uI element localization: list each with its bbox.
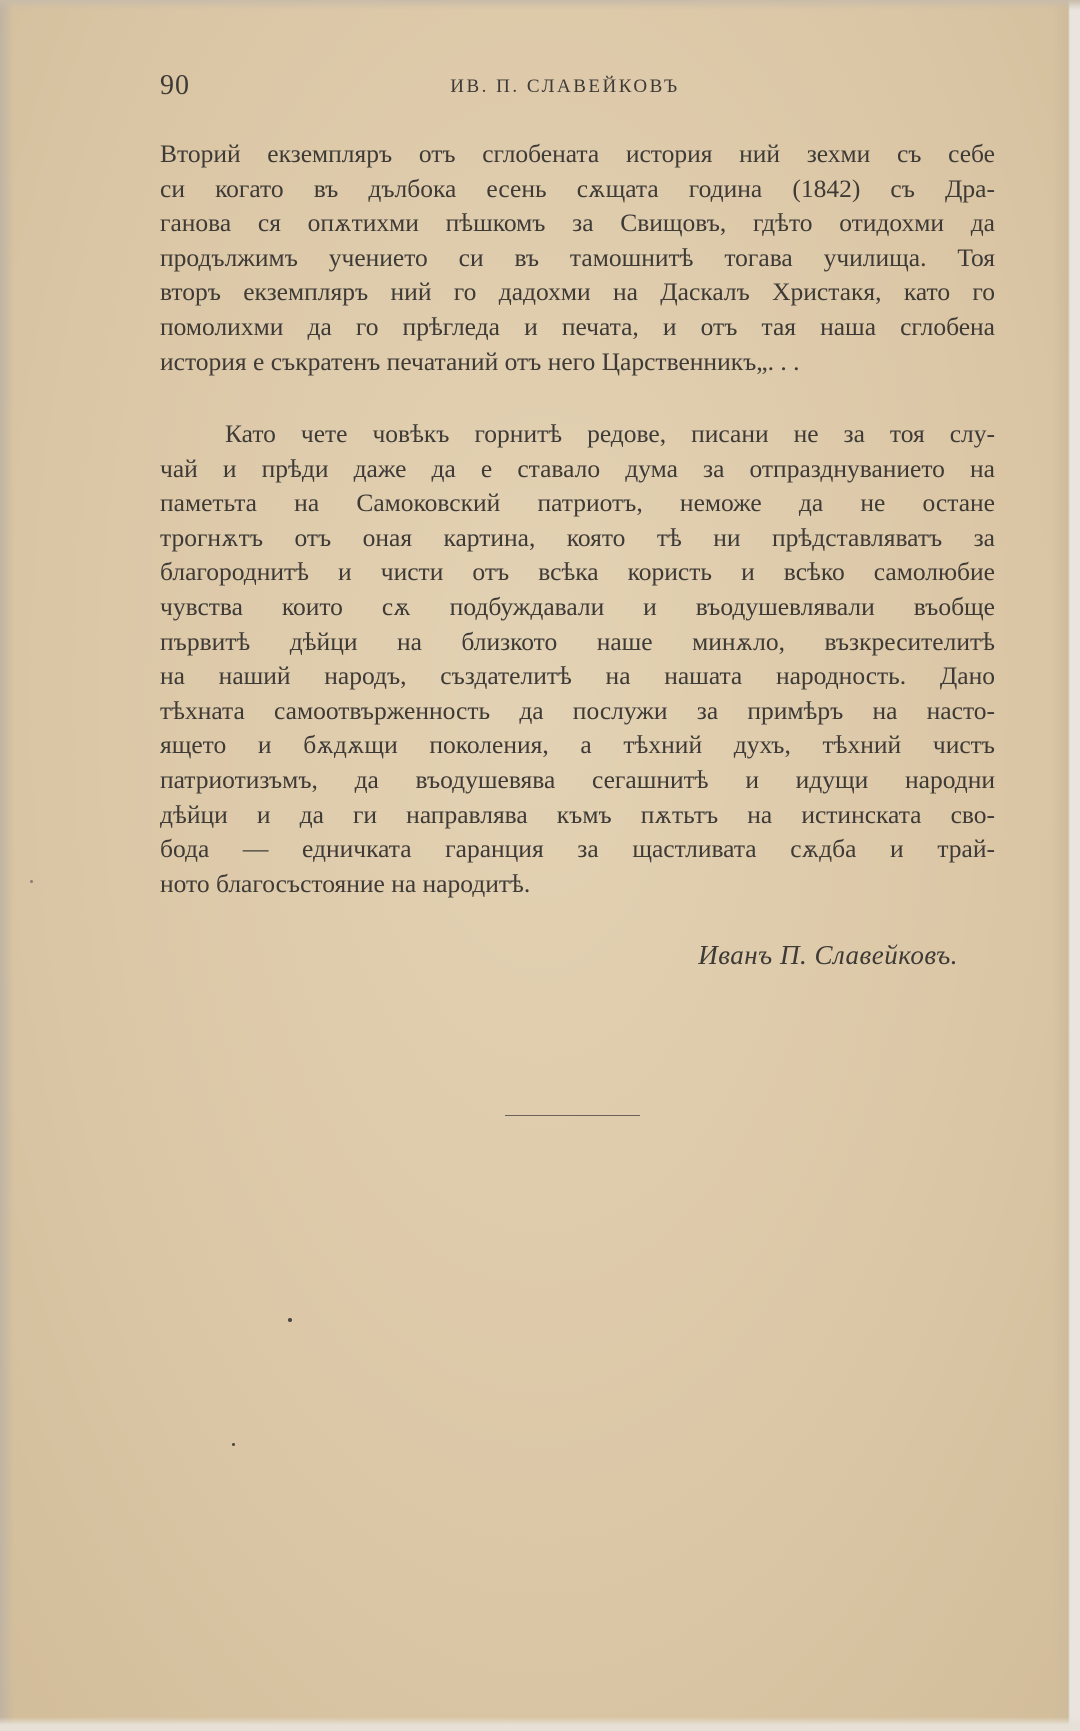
text-line: на наший народъ, създателитѣ на нашата народность. Дано <box>160 661 995 691</box>
author-signature: Иванъ П. Славейковъ. <box>698 940 958 970</box>
text-line: трогнѫтъ отъ оная картина, която тѣ ни прѣдставляватъ за <box>160 522 995 552</box>
text-line: дѣйци и да ги направлява къмъ пѫтьтъ на истинската сво- <box>160 799 995 829</box>
paragraph-1 <box>160 137 995 379</box>
text-line: тѣхната самоотвърженность да послужи за примѣръ на насто- <box>160 695 995 725</box>
text-line: паметьта на Самоковский патриотъ, неможе да не остане <box>160 488 995 518</box>
text-line: ното благосъстояние на народитѣ. <box>160 868 531 898</box>
text-line: бода — едничката гаранция за щастливата сѫдба и трай- <box>160 834 995 864</box>
text-line: ящето и бѫдѫщи поколения, а тѣхний духъ, тѣхний чистъ <box>160 730 995 760</box>
text-line: вторъ екземпляръ ний го дадохми на Даскалъ Христакя, като го <box>160 277 995 307</box>
paper-speck <box>288 1318 292 1322</box>
text-line: патриотизъмъ, да въодушевява сегашнитѣ и идущи народни <box>160 764 995 794</box>
text-line: помолихми да го прѣгледа и печата, и отъ тая наша сглобена <box>160 311 995 341</box>
text-line: Вторий екземпляръ отъ сглобената история ний зехми съ себе <box>160 139 995 168</box>
section-divider <box>505 1115 640 1116</box>
scan-edge-bottom <box>0 1717 1080 1731</box>
paper-speck <box>30 880 33 883</box>
running-head: ИВ. П. СЛАВЕЙКОВЪ <box>450 76 680 97</box>
scan-edge-right <box>1052 0 1080 1731</box>
text-line: ганова ся опѫтихми пѣшкомъ за Свищовъ, гдѣто отидохми да <box>160 208 995 238</box>
text-line: история е съкратенъ печатаний отъ него Царственникъ„. . . <box>160 346 800 376</box>
text-line: благороднитѣ и чисти отъ всѣка користь и всѣко самолюбие <box>160 557 995 587</box>
text-line: чувства които сѫ подбуждавали и въодушевлявали въобще <box>160 591 995 621</box>
scan-edge-top <box>0 0 1080 10</box>
text-line: Като чете човѣкъ горнитѣ редове, писани не за тоя слу- <box>225 419 995 448</box>
scan-edge-left <box>0 0 14 1731</box>
page-number: 90 <box>160 70 190 101</box>
text-line: продължимъ учението си въ тамошнитѣ тогава училища. Тоя <box>160 242 995 272</box>
paragraph-2 <box>160 417 995 901</box>
text-line: си когато въ дълбока есень сѫщата година (1842) съ Дра- <box>160 173 995 203</box>
text-line: чай и прѣди даже да е ставало дума за отпразднуванието на <box>160 453 995 483</box>
paper-speck <box>232 1443 235 1446</box>
text-line: първитѣ дѣйци на близкото наше минѫло, възкресителитѣ <box>160 626 995 656</box>
